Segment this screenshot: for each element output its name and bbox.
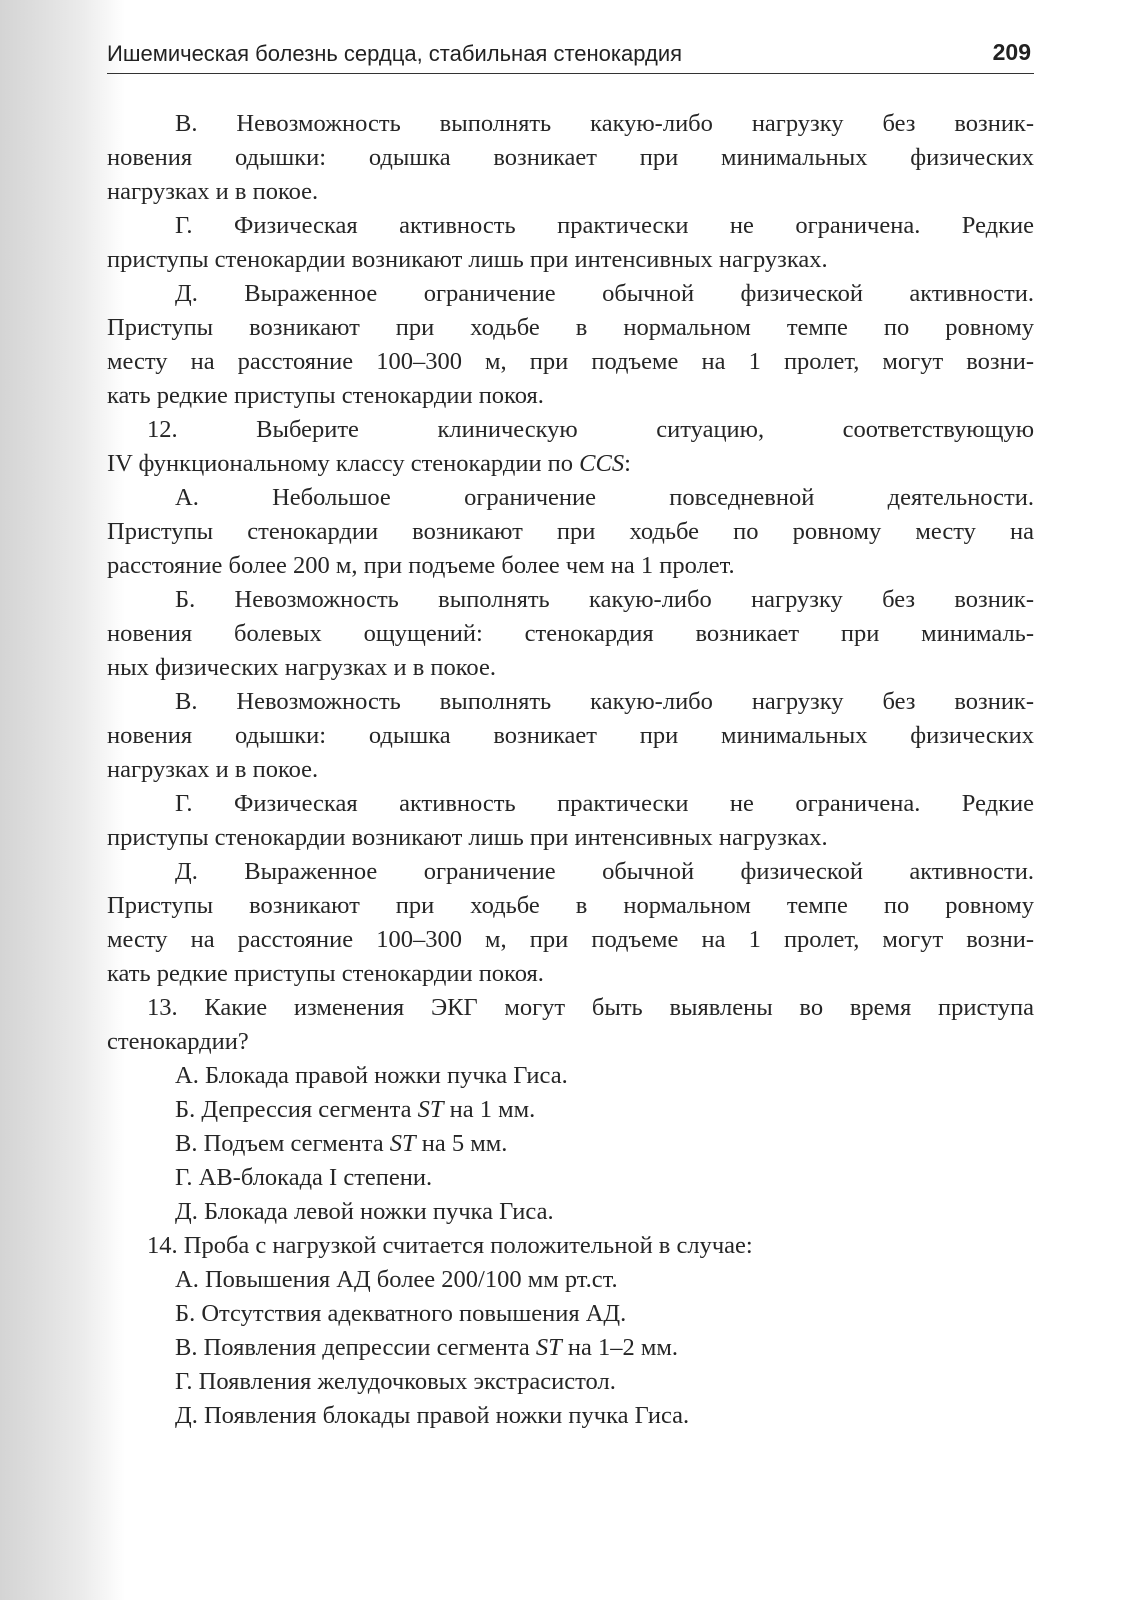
text-line: Приступы возникают при ходьбе в нормальном темпе по ровному [107, 314, 1034, 341]
question-14: 14. Проба с нагрузкой считается положительной в случае: [147, 1232, 753, 1259]
text-line: В. Невозможность выполнять какую-либо нагрузку без возник- [175, 688, 1034, 715]
q13-option-v: В. Подъем сегмента ST на 5 мм. [175, 1130, 508, 1157]
text-line: расстояние более 200 м, при подъеме более чем на 1 пролет. [107, 552, 735, 579]
q12-option-a [107, 481, 1034, 583]
question-line: 13. Какие изменения ЭКГ могут быть выявлены во время приступа [147, 994, 1034, 1021]
text-line: нагрузках и в покое. [107, 178, 319, 205]
text-line: новения болевых ощущений: стенокардия возникает при минималь- [107, 620, 1034, 647]
header-title: Ишемическая болезнь сердца, стабильная стенокардия [107, 41, 683, 66]
text-line: кать редкие приступы стенокардии покоя. [107, 382, 544, 409]
option-g-prev [107, 209, 1034, 277]
text-line: В. Невозможность выполнять какую-либо нагрузку без возник- [175, 110, 1034, 137]
text-line: Приступы стенокардии возникают при ходьбе по ровному месту на [107, 518, 1034, 545]
q14-option-d: Д. Появления блокады правой ножки пучка Гиса. [175, 1402, 690, 1429]
text-line: приступы стенокардии возникают лишь при интенсивных нагрузках. [107, 824, 828, 851]
page-body [107, 107, 1034, 1433]
text-line: приступы стенокардии возникают лишь при интенсивных нагрузках. [107, 246, 828, 273]
q14-option-g: Г. Появления желудочковых экстрасистол. [175, 1368, 616, 1395]
q13-option-g: Г. АВ-блокада I степени. [175, 1164, 433, 1191]
q12-option-b [107, 583, 1034, 685]
q14-option-v: В. Появления депрессии сегмента ST на 1–2 мм. [175, 1334, 678, 1361]
question-line: 12. Выберите клиническую ситуацию, соответствующую [147, 416, 1034, 443]
text-line: Г. Физическая активность практически не ограничена. Редкие [175, 790, 1034, 817]
question-12 [107, 413, 1034, 481]
question-13 [107, 991, 1034, 1059]
text-line: Д. Выраженное ограничение обычной физической активности. [175, 280, 1034, 307]
q13-option-b: Б. Депрессия сегмента ST на 1 мм. [175, 1096, 536, 1123]
question-line: IV функциональному классу стенокардии по CCS: [107, 450, 631, 477]
question-line: стенокардии? [107, 1028, 249, 1055]
q12-option-v [107, 685, 1034, 787]
text-line: ных физических нагрузках и в покое. [107, 654, 496, 681]
q13-option-d: Д. Блокада левой ножки пучка Гиса. [175, 1198, 554, 1225]
text-line: новения одышки: одышка возникает при минимальных физических [107, 722, 1034, 749]
text-line: А. Небольшое ограничение повседневной деятельности. [175, 484, 1034, 511]
text-line: Приступы возникают при ходьбе в нормальном темпе по ровному [107, 892, 1034, 919]
q13-option-a: А. Блокада правой ножки пучка Гиса. [175, 1062, 568, 1089]
text-line: новения одышки: одышка возникает при минимальных физических [107, 144, 1034, 171]
text-line: месту на расстояние 100–300 м, при подъеме на 1 пролет, могут возни- [107, 926, 1034, 953]
q14-option-a: А. Повышения АД более 200/100 мм рт.ст. [175, 1266, 618, 1293]
q12-option-d [107, 855, 1034, 991]
text-line: Д. Выраженное ограничение обычной физической активности. [175, 858, 1034, 885]
q14-option-b: Б. Отсутствия адекватного повышения АД. [175, 1300, 627, 1327]
option-v-prev [107, 107, 1034, 209]
text-line: месту на расстояние 100–300 м, при подъеме на 1 пролет, могут возни- [107, 348, 1034, 375]
q12-option-g [107, 787, 1034, 855]
text-line: нагрузках и в покое. [107, 756, 319, 783]
text-line: Г. Физическая активность практически не ограничена. Редкие [175, 212, 1034, 239]
page-number: 209 [992, 39, 1031, 65]
text-line: Б. Невозможность выполнять какую-либо нагрузку без возник- [175, 586, 1034, 613]
text-line: кать редкие приступы стенокардии покоя. [107, 960, 544, 987]
option-d-prev [107, 277, 1034, 413]
running-header [107, 39, 1034, 74]
